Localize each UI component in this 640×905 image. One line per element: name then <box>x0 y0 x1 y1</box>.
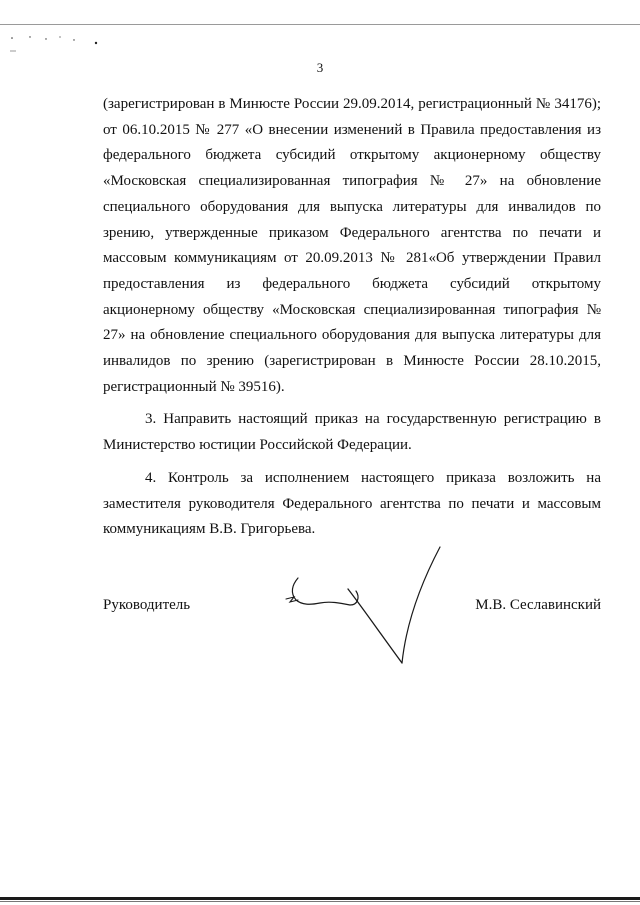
document-body <box>103 92 601 543</box>
scan-noise-marks <box>8 34 108 54</box>
paragraph-item-3: 3. Направить настоящий приказ на государственную регистрацию в Министерство юстиции Российской Федерации. <box>103 411 601 454</box>
handwritten-signature <box>280 545 445 670</box>
scan-border-bottom-thin <box>0 901 640 902</box>
page-number: 3 <box>316 60 324 75</box>
scan-border-top <box>0 24 640 25</box>
signer-name: М.В. Сеславинский <box>475 597 601 613</box>
paragraph-item-4: 4. Контроль за исполнением настоящего приказа возложить на заместителя руководителя Федерального агентства по печати и массовым коммуникациям В.В. Григорьева. <box>103 469 601 538</box>
scan-border-bottom <box>0 897 640 900</box>
paragraph-amendments: (зарегистрирован в Минюсте России 29.09.2014, регистрационный № 34176); от 06.10.2015 № 277 «О внесении изменений в Правила предоставления из федерального бюджета субсидий открытому акционерному обществу «Московская специализированная типография № 27» на обновление специального оборудования для выпуска литературы для инвалидов по зрению, утвержденные приказом Федерального агентства по печати и массовым коммуникациям от 20.09.2013 № 281«Об утверждении Правил предоставления из федерального бюджета субсидий открытому акционерному обществу «Московская специализированная типография № 27» на обновление специального оборудования для выпуска литературы для инвалидов по зрению (зарегистрирован в Минюсте России 28.10.2015, регистрационный № 39516). <box>103 96 601 395</box>
signer-position: Руководитель <box>103 597 191 613</box>
